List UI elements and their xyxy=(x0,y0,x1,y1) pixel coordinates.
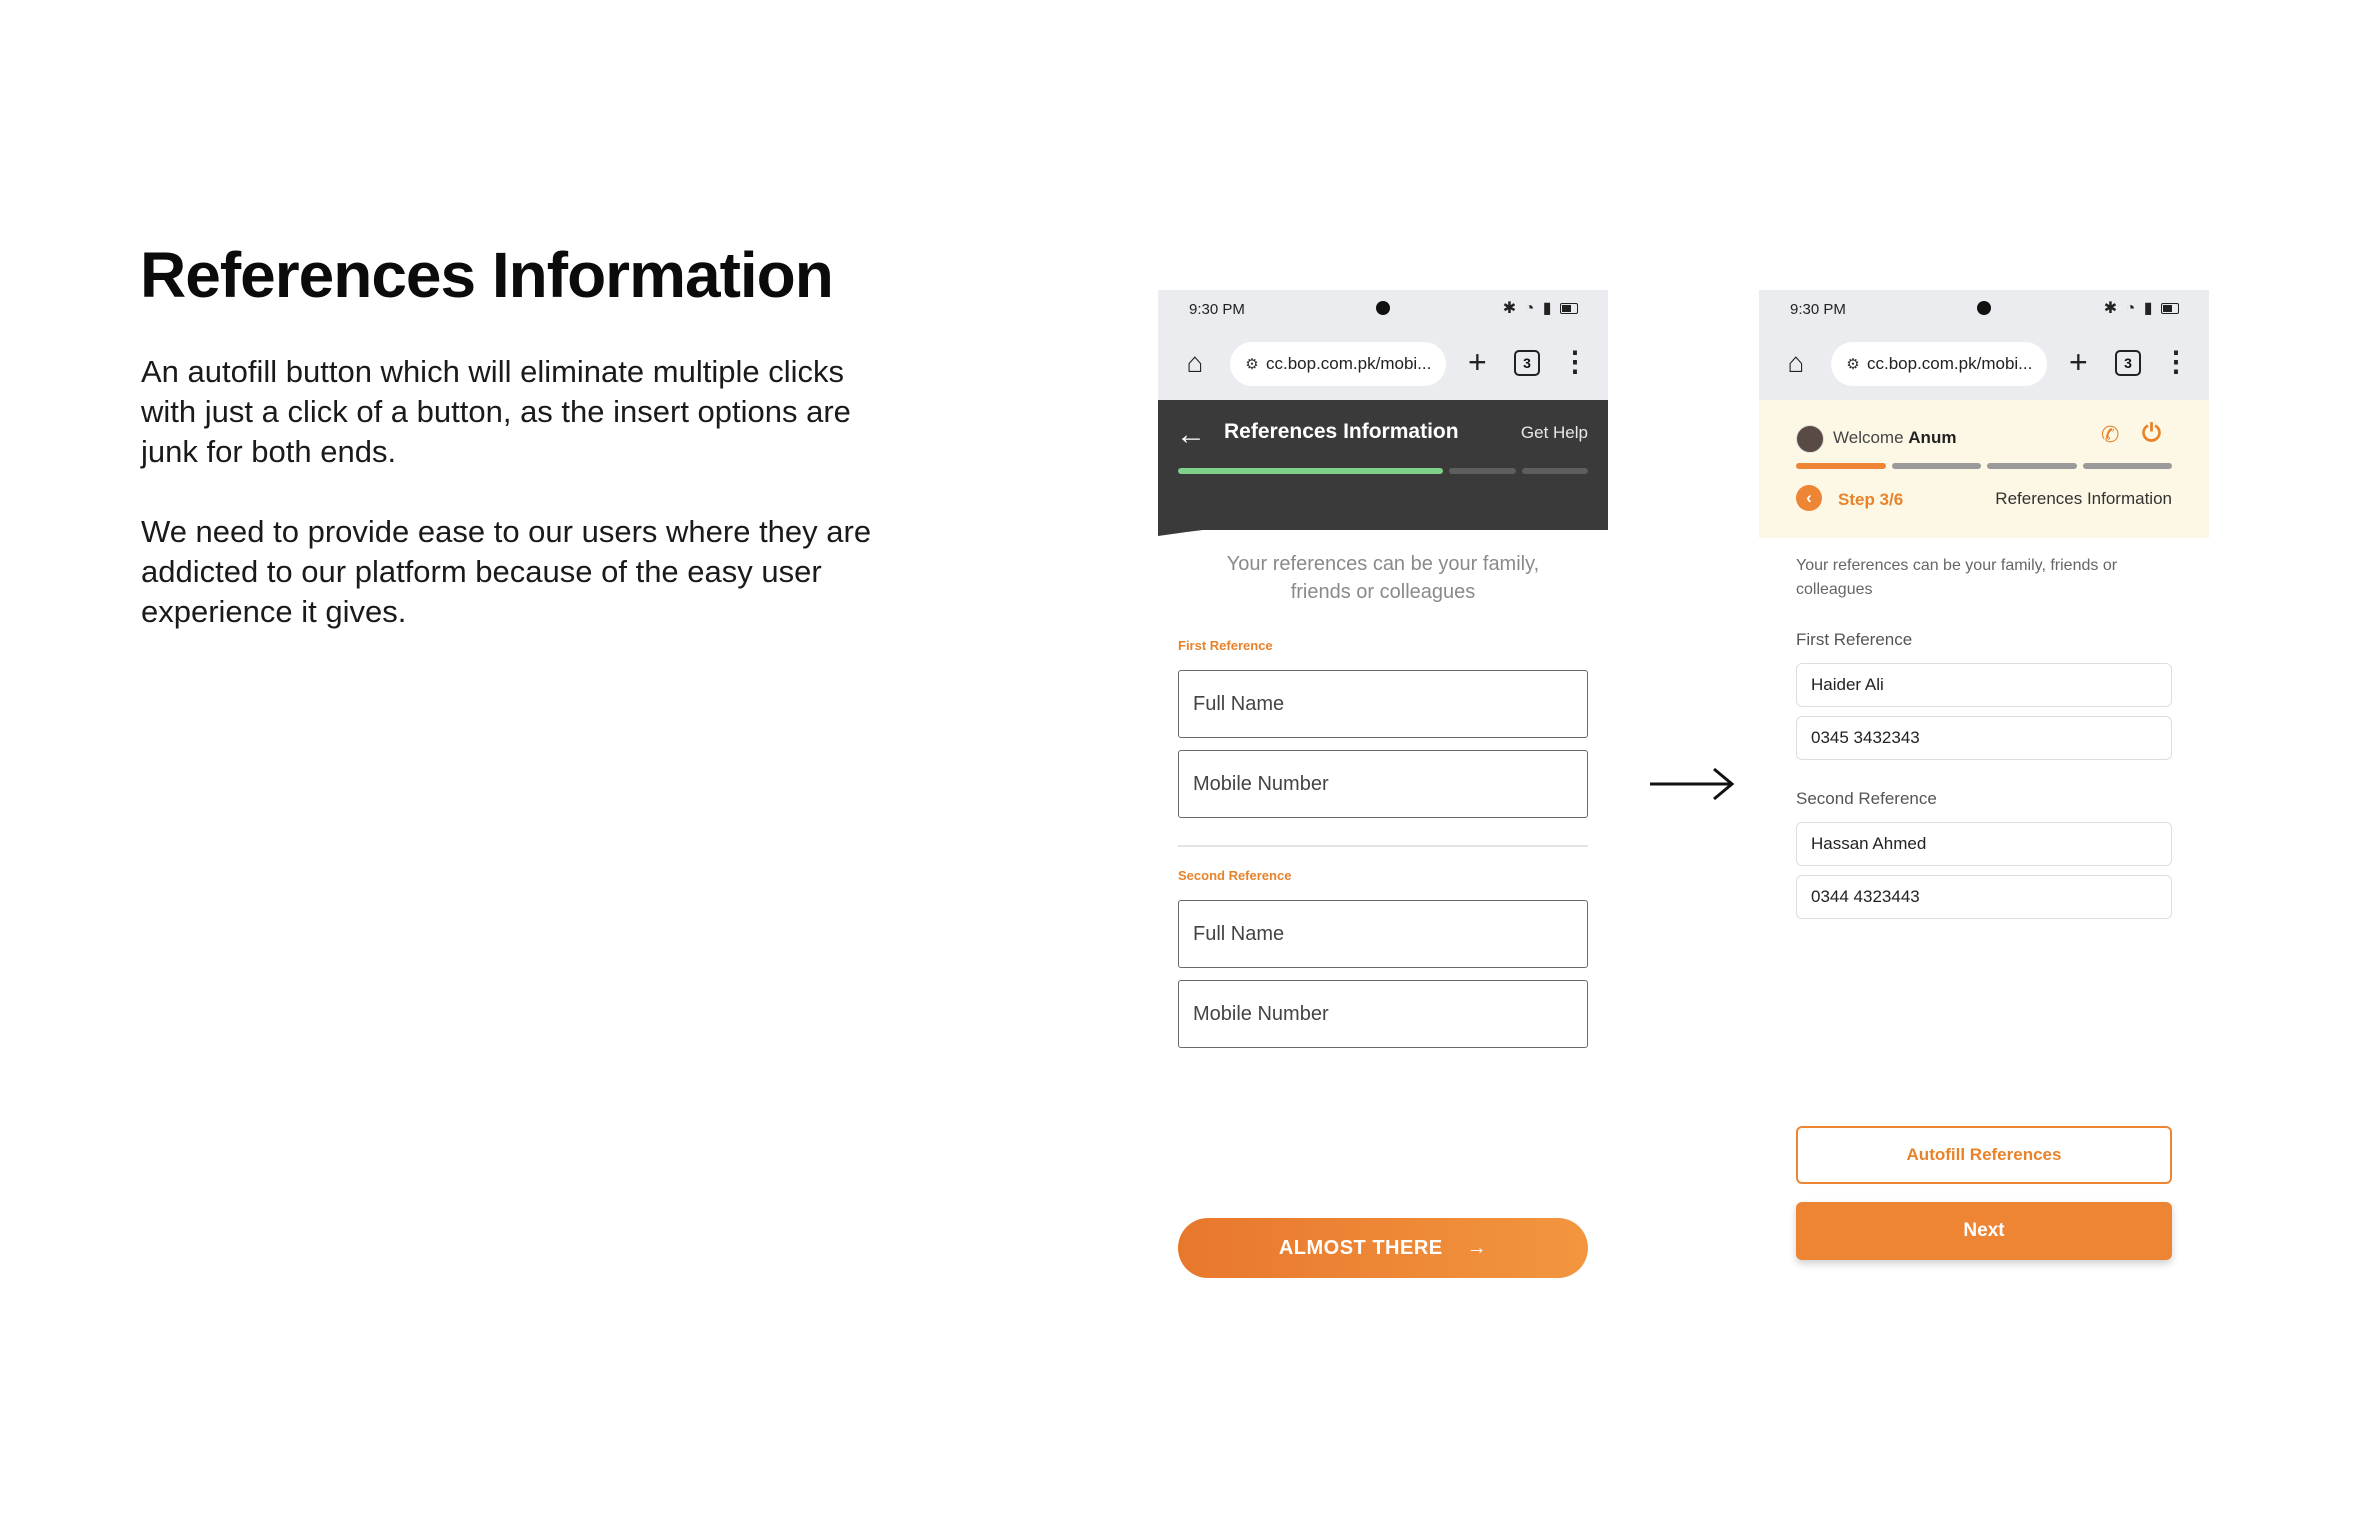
second-reference-label: Second Reference xyxy=(1796,789,1937,808)
description-paragraph-1: An autofill button which will eliminate multiple clicks with just a click of a button, as the insert options are junk for both ends. xyxy=(141,354,851,469)
first-reference-label: First Reference xyxy=(1178,638,1273,653)
autofill-references-button[interactable]: Autofill References xyxy=(1796,1126,2172,1184)
slide-title: References Information xyxy=(140,239,833,311)
phone-icon[interactable]: ✆ xyxy=(2101,422,2120,447)
progress-segment xyxy=(1796,463,1886,469)
battery-icon xyxy=(1560,303,1578,314)
signal-icon: ▮ xyxy=(2143,300,2155,317)
status-icons xyxy=(2104,298,2179,318)
progress-segment xyxy=(1449,468,1515,474)
battery-icon xyxy=(2161,303,2179,314)
new-tab-icon[interactable]: + xyxy=(2069,344,2088,380)
tab-count-button[interactable]: 3 xyxy=(1514,350,1540,376)
first-reference-name-input[interactable]: Full Name xyxy=(1178,670,1588,738)
status-time: 9:30 PM xyxy=(1189,301,1245,318)
status-icons xyxy=(1503,298,1578,318)
after-phone-screen xyxy=(1759,290,2209,1310)
site-settings-icon[interactable]: ⚙ xyxy=(1846,356,1860,373)
power-icon[interactable]: ⏻ xyxy=(2142,420,2161,447)
more-menu-icon[interactable]: ⋮ xyxy=(1561,346,1589,377)
arrow-right-icon: → xyxy=(1466,1237,1488,1259)
progress-segment xyxy=(1178,468,1443,474)
bluetooth-icon: ✱ xyxy=(1502,300,1519,317)
welcome-text: Welcome xyxy=(1833,428,1904,447)
first-reference-label: First Reference xyxy=(1796,630,1913,649)
wifi-icon: ◔ xyxy=(2125,300,2138,317)
first-reference-mobile-input[interactable]: Mobile Number xyxy=(1178,750,1588,818)
progress-segment xyxy=(2083,463,2173,469)
second-reference-name-input[interactable]: Full Name xyxy=(1178,900,1588,968)
progress-segment xyxy=(1892,463,1982,469)
first-reference-name-input[interactable]: Haider Ali xyxy=(1796,663,2172,707)
next-button[interactable]: Next xyxy=(1796,1202,2172,1260)
second-reference-label: Second Reference xyxy=(1178,868,1292,883)
second-reference-name-input[interactable]: Hassan Ahmed xyxy=(1796,822,2172,866)
header-title: References Information xyxy=(1224,420,1459,443)
second-reference-mobile-input[interactable]: Mobile Number xyxy=(1178,980,1588,1048)
transition-arrow-icon xyxy=(1648,764,1736,804)
section-divider xyxy=(1178,845,1588,847)
almost-there-label: ALMOST THERE xyxy=(1278,1237,1443,1259)
status-bar xyxy=(1158,290,1608,328)
section-title: References Information xyxy=(1995,489,2172,508)
second-reference-mobile-input[interactable]: 0344 4323443 xyxy=(1796,875,2172,919)
url-text: cc.bop.com.pk/mobi... xyxy=(1266,354,1432,373)
wifi-icon: ◔ xyxy=(1524,300,1537,317)
browser-toolbar xyxy=(1158,328,1608,400)
step-progress-bar xyxy=(1178,468,1588,474)
step-indicator: Step 3/6 xyxy=(1838,490,1904,509)
bluetooth-icon: ✱ xyxy=(2103,300,2120,317)
home-icon[interactable]: ⌂ xyxy=(1787,347,1805,378)
progress-segment xyxy=(1522,468,1588,474)
url-bar[interactable] xyxy=(1831,342,2047,386)
avatar[interactable] xyxy=(1796,425,1824,453)
step-back-icon[interactable]: ‹ xyxy=(1796,485,1822,511)
description-paragraph-2: We need to provide ease to our users where they are addicted to our platform because of the easy user experience it gives. xyxy=(141,514,872,629)
references-subtitle: Your references can be your family, friends or colleagues xyxy=(1796,557,2118,598)
get-help-link[interactable]: Get Help xyxy=(1520,423,1588,442)
progress-segment xyxy=(1987,463,2077,469)
site-settings-icon[interactable]: ⚙ xyxy=(1245,356,1259,373)
status-time: 9:30 PM xyxy=(1790,301,1846,318)
home-icon[interactable]: ⌂ xyxy=(1186,347,1204,378)
back-arrow-icon[interactable]: ← xyxy=(1176,418,1206,451)
more-menu-icon[interactable]: ⋮ xyxy=(2162,346,2190,377)
step-progress-bar xyxy=(1796,463,2172,469)
url-text: cc.bop.com.pk/mobi... xyxy=(1867,354,2033,373)
almost-there-button[interactable] xyxy=(1178,1218,1588,1278)
user-name: Anum xyxy=(1908,428,1957,447)
browser-toolbar xyxy=(1759,328,2209,400)
header-curve xyxy=(1158,490,1608,550)
tab-count-button[interactable]: 3 xyxy=(2115,350,2141,376)
signal-icon: ▮ xyxy=(1542,300,1554,317)
before-phone-screen xyxy=(1158,290,1608,1310)
new-tab-icon[interactable]: + xyxy=(1468,344,1487,380)
status-bar xyxy=(1759,290,2209,328)
first-reference-mobile-input[interactable]: 0345 3432343 xyxy=(1796,716,2172,760)
camera-dot xyxy=(1977,301,1991,315)
references-subtitle: Your references can be your family, friends or colleagues xyxy=(1226,553,1540,603)
welcome-message xyxy=(1833,428,1956,448)
url-bar[interactable] xyxy=(1230,342,1446,386)
camera-dot xyxy=(1376,301,1390,315)
